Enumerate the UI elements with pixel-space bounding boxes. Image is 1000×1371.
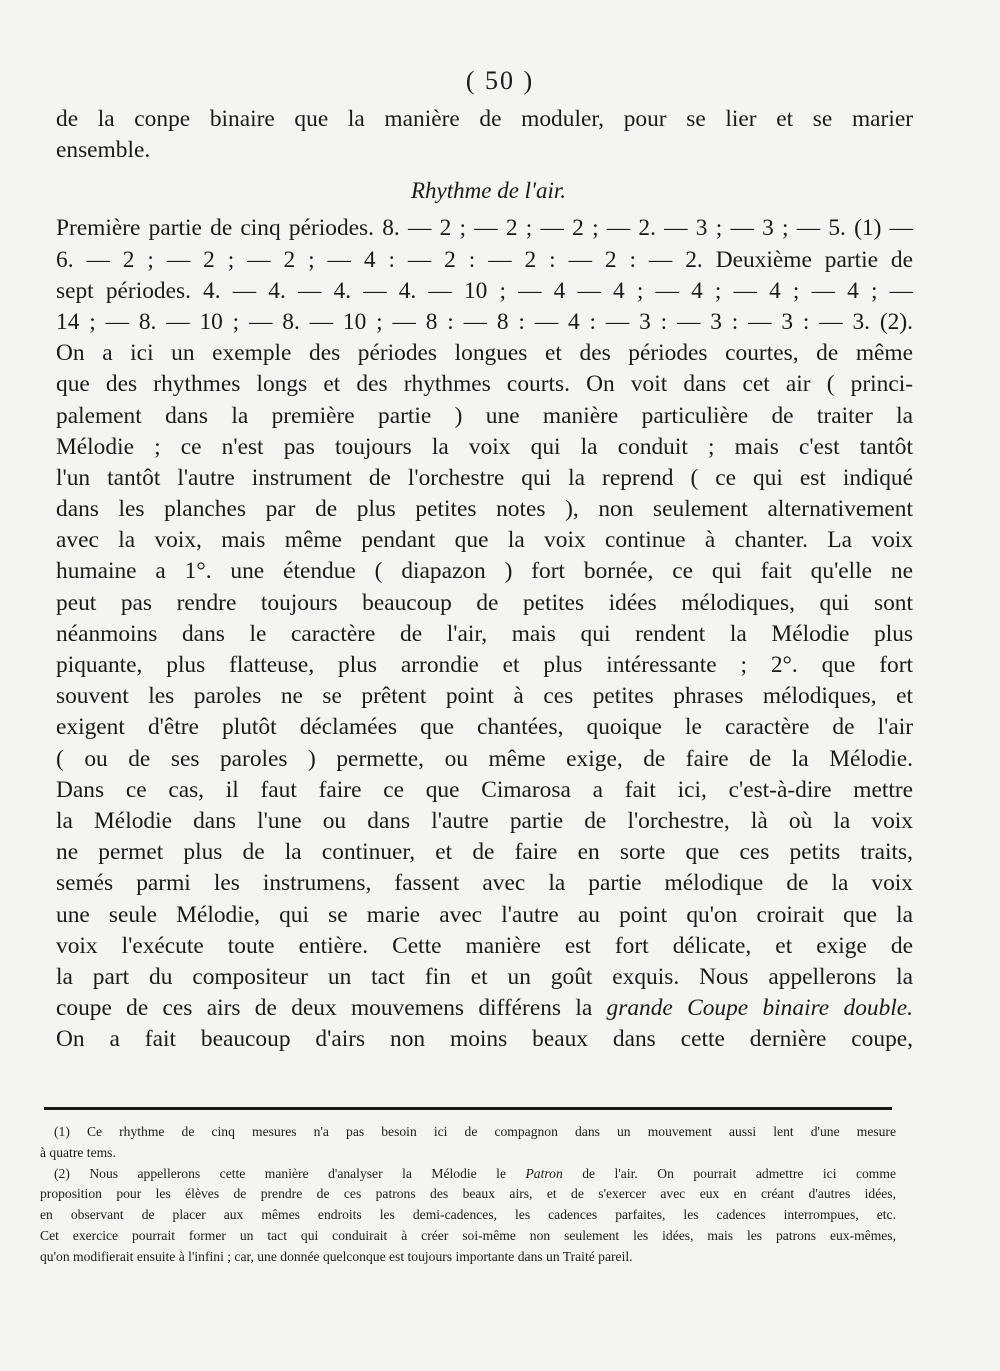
footnote-line: proposition pour les élèves de prendre de ces patrons des beaux airs, et de s'exercer avec eux en créant d'autres idées, — [40, 1186, 896, 1202]
italic-term: grande Coupe binaire double. — [606, 995, 914, 1022]
footnote-divider — [44, 1107, 892, 1110]
text-line: souvent les paroles ne se prêtent point à ces petites phrases mélodiques, et — [56, 683, 913, 710]
footnote-line — [40, 1164, 896, 1185]
footnote-line: qu'on modifierait ensuite à l'infini ; car, une donnée quelconque est toujours importante dans un Traité pareil. — [40, 1248, 633, 1264]
italic-term: Patron — [525, 1165, 563, 1181]
text-line: l'un tantôt l'autre instrument de l'orchestre qui la reprend ( ce qui est indiqué — [56, 464, 913, 491]
text-line: que des rhythmes longs et des rhythmes courts. On voit dans cet air ( princi- — [56, 371, 913, 398]
text-line: avec la voix, mais même pendant que la voix continue à chanter. La voix — [56, 527, 913, 554]
footnote-line: (1) Ce rhythme de cinq mesures n'a pas besoin ici de compagnon dans un mouvement aussi lent d'une mesure — [54, 1124, 896, 1139]
footnotes — [40, 1122, 896, 1268]
text-line: On a ici un exemple des périodes longues et des périodes courtes, de même — [56, 340, 913, 367]
text-line: palement dans la première partie ) une manière particulière de traiter la — [56, 402, 913, 429]
section-heading: Rhythme de l'air. — [410, 178, 567, 204]
text-line: néanmoins dans le caractère de l'air, mais qui rendent la Mélodie plus — [56, 620, 913, 647]
footnote-line: en observant de placer aux mêmes endroits les demi-cadences, les cadences parfaites, les cadences interrompues, etc. — [40, 1207, 896, 1223]
text-line: Dans ce cas, il faut faire ce que Cimarosa a fait ici, c'est-à-dire mettre — [56, 776, 913, 803]
text-fragment: coupe de ces airs de deux mouvemens différens la — [56, 995, 607, 1022]
page-number: ( 50 ) — [465, 66, 535, 95]
footnote-line: Cet exercice pourrait former un tact qui conduirait à créer soi-même non seulement les idées, mais les patrons eux-mêmes, — [40, 1227, 896, 1243]
text-line: ne permet plus de la continuer, et de faire en sorte que ces petits traits, — [56, 839, 913, 866]
text-line: humaine a 1°. une étendue ( diapazon ) fort bornée, ce qui fait qu'elle ne — [56, 558, 913, 585]
text-line: de la conpe binaire que la manière de moduler, pour se lier et se marier — [56, 106, 913, 132]
text-line: exigent d'être plutôt déclamées que chantées, quoique le caractère de l'air — [56, 714, 913, 741]
text-line: peut pas rendre toujours beaucoup de petites idées mélodiques, qui sont — [56, 589, 913, 616]
text-line: sept périodes. 4. — 4. — 4. — 4. — 10 ; — 4 — 4 ; — 4 ; — 4 ; — 4 ; — — [56, 277, 913, 304]
body-text — [56, 104, 913, 1055]
text-line: 6. — 2 ; — 2 ; — 2 ; — 4 : — 2 : — 2 : — 2 : — 2. Deuxième partie de — [56, 246, 913, 273]
text-line: une seule Mélodie, qui se marie avec l'autre au point qu'on croirait que la — [56, 901, 913, 928]
text-line: On a fait beaucoup d'airs non moins beaux dans cette dernière coupe, — [56, 1026, 913, 1053]
text-line: ( ou de ses paroles ) permette, ou même exige, de faire de la Mélodie. — [56, 745, 913, 772]
text-line: ensemble. — [56, 137, 151, 164]
text-line: Première partie de cinq périodes. 8. — 2 ; — 2 ; — 2 ; — 2. — 3 ; — 3 ; — 5. (1) — — [56, 215, 913, 242]
text-fragment: (2) Nous appellerons cette manière d'analyser la Mélodie le — [54, 1165, 526, 1181]
text-line: semés parmi les instrumens, fassent avec la partie mélodique de la voix — [56, 870, 913, 897]
text-line: la Mélodie dans l'une ou dans l'autre partie de l'orchestre, là où la voix — [56, 807, 913, 834]
text-line — [56, 993, 913, 1024]
text-fragment: de l'air. On pourrait admettre ici comme — [562, 1165, 896, 1181]
text-line: piquante, plus flatteuse, plus arrondie et plus intéressante ; 2°. que fort — [56, 652, 913, 678]
text-line: dans les planches par de plus petites notes ), non seulement alternativement — [56, 496, 913, 523]
text-line: 14 ; — 8. — 10 ; — 8. — 10 ; — 8 : — 8 : — 4 : — 3 : — 3 : — 3 : — 3. (2). — [56, 308, 913, 335]
text-line: voix l'exécute toute entière. Cette manière est fort délicate, et exige de — [56, 932, 913, 959]
text-line: Mélodie ; ce n'est pas toujours la voix qui la conduit ; mais c'est tantôt — [56, 433, 913, 460]
footnote-line: à quatre tems. — [40, 1144, 116, 1160]
text-line: la part du compositeur un tact fin et un goût exquis. Nous appellerons la — [56, 963, 913, 990]
